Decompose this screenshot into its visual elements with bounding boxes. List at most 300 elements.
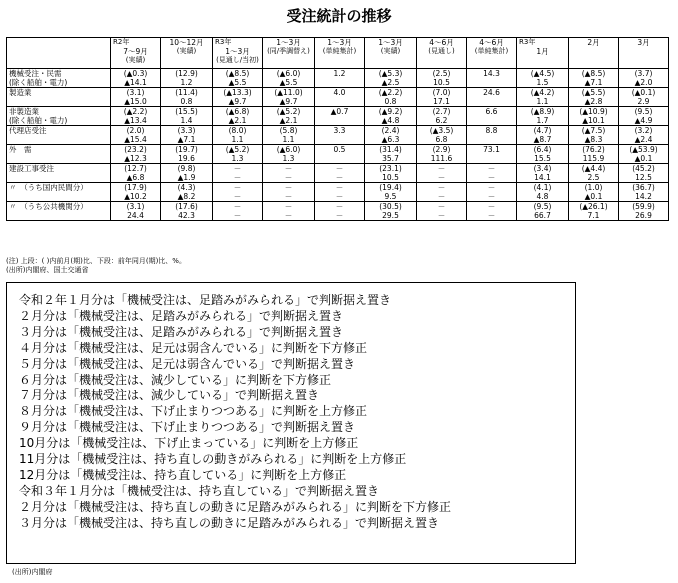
value-mom: (3.1) (126, 202, 145, 211)
value-yoy: ▲2.5 (381, 78, 400, 87)
value-cell (365, 107, 417, 126)
value-mom: (17.6) (175, 202, 198, 211)
value-cell (517, 126, 569, 145)
period-label: 1～3月 (378, 38, 403, 47)
value-mom: (▲53.9) (629, 145, 658, 154)
value-yoy: ▲0.1 (634, 154, 653, 163)
table-row (7, 126, 669, 145)
value-cell (365, 145, 417, 164)
assessment-line: ８月分は「機械受注は、下げ止まりつつある」に判断を上方修正 (19, 404, 368, 419)
value-yoy: ▲1.9 (177, 173, 196, 182)
column-header (619, 38, 669, 69)
value-mom: (▲7.5) (581, 126, 606, 135)
value-mom: (36.7) (632, 183, 655, 192)
row-label: 建設工事受注 (9, 164, 54, 173)
value-mom: (1.0) (584, 183, 603, 192)
value-cell (161, 107, 213, 126)
value-cell (111, 164, 161, 183)
value-yoy: 2.5 (587, 173, 600, 182)
value-yoy: 111.6 (430, 154, 453, 163)
value-mom: (2.4) (381, 126, 400, 135)
table-row (7, 183, 669, 202)
value-cell (263, 202, 315, 221)
period-label: 4～6月 (479, 38, 504, 47)
fiscal-year-label: R2年 (113, 38, 130, 46)
value-yoy: 10.5 (433, 78, 450, 87)
value-yoy: 15.5 (534, 154, 551, 163)
value-yoy: ▲10.1 (582, 116, 605, 125)
value-mom: (8.0) (228, 126, 247, 135)
assessment-line: 10月分は「機械受注は、下げ止まっている」に判断を上方修正 (19, 436, 359, 451)
period-label: 1月 (536, 47, 549, 56)
value-yoy: 1.3 (231, 154, 244, 163)
assessment-line: ５月分は「機械受注は、足元は弱含んでいる」で判断据え置き (19, 356, 356, 371)
value-mom: (12.7) (124, 164, 147, 173)
value-cell (161, 69, 213, 88)
value-mom: (31.4) (379, 145, 402, 154)
table-row (7, 145, 669, 164)
value-mom: (19.4) (379, 183, 402, 192)
value-yoy: ▲2.8 (584, 97, 603, 106)
value-cell (111, 183, 161, 202)
value-mom: (45.2) (632, 164, 655, 173)
value-mom: (▲2.2) (378, 88, 403, 97)
value-cell (569, 164, 619, 183)
value-yoy: 8.8 (485, 126, 498, 135)
value-mom: (▲5.3) (378, 69, 403, 78)
assessment-line: ４月分は「機械受注は、足元は弱含んでいる」に判断を下方修正 (19, 340, 368, 355)
note-line: (注) 上段：( )内前月(期)比、下段：前年同月(期)比、%。 (6, 257, 186, 265)
value-mom: (9.8) (177, 164, 196, 173)
value-mom: (▲5.2) (225, 145, 250, 154)
column-header (161, 38, 213, 69)
period-type-label: (実績) (380, 47, 401, 55)
column-header (263, 38, 315, 69)
value-mom: (3.1) (126, 88, 145, 97)
row-label: 非製造業 (9, 107, 39, 116)
value-yoy: 0.8 (384, 97, 397, 106)
value-cell (315, 202, 365, 221)
value-mom: (3.7) (634, 69, 653, 78)
value-cell (467, 202, 517, 221)
value-mom: (▲26.1) (579, 202, 608, 211)
value-cell (517, 164, 569, 183)
assessment-line: ３月分は「機械受注は、足踏みがみられる」で判断据え置き (19, 324, 344, 339)
value-cell (315, 88, 365, 107)
value-yoy: － (233, 211, 242, 220)
value-mom: (11.4) (175, 88, 198, 97)
row-label-cell (7, 126, 111, 145)
value-cell (467, 164, 517, 183)
note-source: (出所)内閣府、国土交通省 (6, 266, 89, 274)
row-label-cell (7, 88, 111, 107)
value-mom: (▲5.2) (276, 107, 301, 116)
assessment-line: 12月分は「機械受注は、持ち直している」に判断を上方修正 (19, 467, 347, 482)
period-type-label: (見通し) (428, 47, 455, 55)
value-yoy: ▲7.1 (584, 78, 603, 87)
period-label: 4～6月 (429, 38, 454, 47)
value-cell (569, 145, 619, 164)
box-source: (出所)内閣府 (12, 568, 53, 576)
value-yoy: 4.0 (333, 88, 346, 97)
value-yoy: ▲14.1 (124, 78, 147, 87)
row-label: 〃 （うち国内民間分） (9, 183, 88, 192)
value-yoy: ▲12.3 (124, 154, 147, 163)
value-yoy: ▲0.7 (330, 107, 349, 116)
value-cell (517, 145, 569, 164)
value-mom: (19.7) (175, 145, 198, 154)
assessment-line: 令和２年１月分は「機械受注は、足踏みがみられる」で判断据え置き (19, 293, 392, 307)
column-header (111, 38, 161, 69)
value-mom: (▲4.2) (530, 88, 555, 97)
value-cell (619, 183, 669, 202)
value-mom: (▲0.3) (123, 69, 148, 78)
value-mom: (4.7) (533, 126, 552, 135)
value-cell (365, 183, 417, 202)
value-cell (569, 183, 619, 202)
value-yoy: 3.3 (333, 126, 346, 135)
value-yoy: ▲5.5 (228, 78, 247, 87)
value-yoy: 29.5 (382, 211, 399, 220)
table-row (7, 202, 669, 221)
value-cell (517, 202, 569, 221)
value-cell (213, 202, 263, 221)
value-mom: － (233, 202, 242, 211)
value-cell (365, 202, 417, 221)
value-cell (315, 107, 365, 126)
value-cell (263, 145, 315, 164)
value-mom: (4.1) (533, 183, 552, 192)
value-mom: (▲0.1) (631, 88, 656, 97)
column-header (569, 38, 619, 69)
value-yoy: － (487, 192, 496, 201)
value-cell (417, 88, 467, 107)
value-yoy: 12.5 (635, 173, 652, 182)
value-cell (111, 126, 161, 145)
value-mom: (▲8.9) (530, 107, 555, 116)
value-mom: (▲4.5) (530, 69, 555, 78)
value-cell (315, 164, 365, 183)
value-mom: (3.3) (177, 126, 196, 135)
value-cell (467, 183, 517, 202)
value-cell (517, 88, 569, 107)
value-yoy: 19.6 (178, 154, 195, 163)
value-cell (213, 183, 263, 202)
value-yoy: ▲4.8 (381, 116, 400, 125)
table-row (7, 88, 669, 107)
value-mom: － (284, 183, 293, 192)
value-cell (619, 126, 669, 145)
value-cell (417, 202, 467, 221)
value-yoy: 14.1 (534, 173, 551, 182)
value-yoy: ▲8.2 (177, 192, 196, 201)
value-yoy: ▲2.1 (228, 116, 247, 125)
value-mom: (2.5) (432, 69, 451, 78)
column-header (467, 38, 517, 69)
value-yoy: ▲2.0 (634, 78, 653, 87)
value-yoy: 26.9 (635, 211, 652, 220)
value-mom: (7.0) (432, 88, 451, 97)
value-mom: (▲2.2) (123, 107, 148, 116)
value-cell (263, 164, 315, 183)
value-yoy: 115.9 (582, 154, 605, 163)
value-cell (569, 126, 619, 145)
value-cell (417, 107, 467, 126)
period-type-label: (単純集計) (322, 47, 357, 55)
period-type-label: (見通し/当初) (216, 56, 259, 64)
value-yoy: ▲13.4 (124, 116, 147, 125)
value-cell (263, 126, 315, 145)
value-yoy: ▲15.4 (124, 135, 147, 144)
row-label-cell (7, 164, 111, 183)
value-yoy: － (437, 211, 446, 220)
value-mom: (9.5) (533, 202, 552, 211)
column-header (517, 38, 569, 69)
assessment-line: ６月分は「機械受注は、減少している」に判断を下方修正 (19, 372, 332, 387)
value-cell (161, 145, 213, 164)
value-mom: － (335, 183, 344, 192)
value-cell (467, 69, 517, 88)
value-yoy: 17.1 (433, 97, 450, 106)
row-sublabel: (除く船舶・電力) (9, 78, 68, 87)
value-cell (111, 69, 161, 88)
value-mom: (▲4.4) (581, 164, 606, 173)
value-cell (417, 183, 467, 202)
value-yoy: ▲6.3 (381, 135, 400, 144)
value-mom: － (437, 202, 446, 211)
value-yoy: 1.5 (536, 78, 549, 87)
assessment-line: ７月分は「機械受注は、減少している」で判断据え置き (19, 388, 320, 403)
value-mom: (15.5) (175, 107, 198, 116)
value-cell (111, 202, 161, 221)
value-cell (263, 183, 315, 202)
value-yoy: ▲4.9 (634, 116, 653, 125)
fiscal-year-label: R3年 (519, 38, 536, 46)
value-cell (161, 88, 213, 107)
value-mom: (2.7) (432, 107, 451, 116)
value-yoy: － (335, 211, 344, 220)
value-cell (569, 69, 619, 88)
value-mom: (▲3.5) (429, 126, 454, 135)
value-cell (365, 69, 417, 88)
value-yoy: 1.1 (536, 97, 549, 106)
value-yoy: 0.8 (180, 97, 193, 106)
period-type-label: (単純集計) (474, 47, 509, 55)
row-label-cell (7, 183, 111, 202)
value-yoy: 66.7 (534, 211, 551, 220)
value-cell (111, 88, 161, 107)
value-yoy: 24.4 (127, 211, 144, 220)
value-yoy: － (233, 173, 242, 182)
row-sublabel: (除く船舶・電力) (9, 116, 68, 125)
row-label: 製造業 (9, 88, 32, 97)
value-cell (315, 126, 365, 145)
value-yoy: ▲8.7 (533, 135, 552, 144)
value-mom: (23.2) (124, 145, 147, 154)
period-type-label: (実績) (125, 56, 146, 64)
value-yoy: － (284, 173, 293, 182)
value-cell (417, 164, 467, 183)
period-label: 2月 (587, 38, 600, 47)
value-yoy: 0.5 (333, 145, 346, 154)
value-cell (619, 88, 669, 107)
value-yoy: ▲8.3 (584, 135, 603, 144)
assessment-line: 11月分は「機械受注は、持ち直しの動きがみられる」に判断を上方修正 (19, 452, 407, 467)
value-yoy: － (437, 173, 446, 182)
value-mom: (6.4) (533, 145, 552, 154)
value-cell (417, 126, 467, 145)
value-cell (263, 107, 315, 126)
value-mom: － (437, 183, 446, 192)
value-yoy: ▲7.1 (177, 135, 196, 144)
value-cell (213, 145, 263, 164)
value-yoy: 4.8 (536, 192, 549, 201)
value-mom: (76.2) (582, 145, 605, 154)
value-yoy: 42.3 (178, 211, 195, 220)
value-cell (619, 69, 669, 88)
value-cell (569, 107, 619, 126)
value-yoy: 7.1 (587, 211, 600, 220)
period-type-label: (実績) (176, 47, 197, 55)
value-cell (569, 202, 619, 221)
value-yoy: － (487, 211, 496, 220)
value-yoy: － (437, 192, 446, 201)
value-cell (619, 145, 669, 164)
assessment-box (6, 282, 576, 564)
value-mom: (12.9) (175, 69, 198, 78)
row-label-cell (7, 202, 111, 221)
value-mom: － (437, 164, 446, 173)
value-cell (517, 183, 569, 202)
value-cell (111, 145, 161, 164)
fiscal-year-label: R3年 (215, 38, 232, 46)
value-mom: (▲8.5) (225, 69, 250, 78)
value-cell (213, 69, 263, 88)
column-header (417, 38, 467, 69)
value-cell (365, 126, 417, 145)
row-label: 代理店受注 (9, 126, 47, 135)
value-mom: (4.3) (177, 183, 196, 192)
period-type-label: (同/季調替え) (267, 47, 310, 55)
value-mom: (2.9) (432, 145, 451, 154)
value-yoy: 14.3 (483, 69, 500, 78)
value-mom: (▲10.9) (579, 107, 608, 116)
value-yoy: 35.7 (382, 154, 399, 163)
value-yoy: － (284, 192, 293, 201)
value-mom: (30.5) (379, 202, 402, 211)
value-mom: (2.0) (126, 126, 145, 135)
value-mom: － (487, 202, 496, 211)
value-cell (619, 107, 669, 126)
assessment-line: ２月分は「機械受注は、持ち直しの動きに足踏みがみられる」に判断を下方修正 (19, 499, 452, 514)
value-yoy: 24.6 (483, 88, 500, 97)
column-header (315, 38, 365, 69)
value-cell (467, 126, 517, 145)
value-cell (315, 69, 365, 88)
value-cell (517, 69, 569, 88)
value-yoy: 1.4 (180, 116, 193, 125)
row-label-cell (7, 107, 111, 126)
value-mom: － (487, 183, 496, 192)
period-label: 1～3月 (327, 38, 352, 47)
table-row (7, 164, 669, 183)
period-label: 10～12月 (169, 38, 204, 47)
value-yoy: ▲9.7 (228, 97, 247, 106)
value-cell (315, 145, 365, 164)
value-yoy: 1.2 (180, 78, 193, 87)
value-yoy: 2.9 (637, 97, 650, 106)
value-yoy: 1.1 (231, 135, 244, 144)
value-cell (213, 107, 263, 126)
value-cell (213, 164, 263, 183)
value-mom: (▲11.0) (274, 88, 303, 97)
value-cell (263, 69, 315, 88)
value-yoy: 73.1 (483, 145, 500, 154)
value-cell (111, 107, 161, 126)
value-mom: － (233, 164, 242, 173)
page-title: 受注統計の推移 (286, 7, 392, 25)
value-yoy: ▲2.4 (634, 135, 653, 144)
value-cell (161, 183, 213, 202)
value-mom: (3.2) (634, 126, 653, 135)
value-mom: (▲5.5) (581, 88, 606, 97)
value-cell (467, 107, 517, 126)
value-mom: (59.9) (632, 202, 655, 211)
value-mom: － (335, 164, 344, 173)
value-cell (517, 107, 569, 126)
value-yoy: － (233, 192, 242, 201)
value-yoy: ▲6.8 (126, 173, 145, 182)
value-cell (417, 69, 467, 88)
row-label: 機械受注・民需 (9, 69, 62, 78)
value-cell (213, 126, 263, 145)
value-cell (619, 202, 669, 221)
value-yoy: ▲10.2 (124, 192, 147, 201)
table-row (7, 69, 669, 88)
assessment-line: 令和３年１月分は「機械受注は、持ち直している」で判断据え置き (19, 483, 380, 498)
value-yoy: ▲15.0 (124, 97, 147, 106)
value-yoy: 1.2 (333, 69, 346, 78)
value-yoy: ▲9.7 (279, 97, 298, 106)
value-cell (365, 88, 417, 107)
column-header (365, 38, 417, 69)
row-label-cell (7, 69, 111, 88)
value-mom: (9.5) (634, 107, 653, 116)
value-yoy: 6.8 (435, 135, 448, 144)
value-mom: (5.8) (279, 126, 298, 135)
period-label: 7～9月 (123, 47, 148, 56)
value-mom: － (284, 202, 293, 211)
value-cell (467, 145, 517, 164)
value-cell (619, 164, 669, 183)
order-statistics-table (6, 37, 669, 221)
value-mom: － (487, 164, 496, 173)
value-yoy: 1.1 (282, 135, 295, 144)
row-label: 〃 （うち公共機関分） (9, 202, 88, 211)
value-yoy: ▲2.1 (279, 116, 298, 125)
value-yoy: 1.7 (536, 116, 549, 125)
assessment-line: ９月分は「機械受注は、下げ止まりつつある」で判断据え置き (19, 420, 356, 435)
value-mom: － (233, 183, 242, 192)
value-cell (467, 88, 517, 107)
assessment-line: ３月分は「機械受注は、持ち直しの動きに足踏みがみられる」で判断据え置き (19, 515, 440, 530)
value-cell (315, 183, 365, 202)
header-corner (7, 38, 111, 69)
value-mom: (23.1) (379, 164, 402, 173)
value-cell (365, 164, 417, 183)
value-cell (161, 202, 213, 221)
value-mom: (▲13.3) (223, 88, 252, 97)
